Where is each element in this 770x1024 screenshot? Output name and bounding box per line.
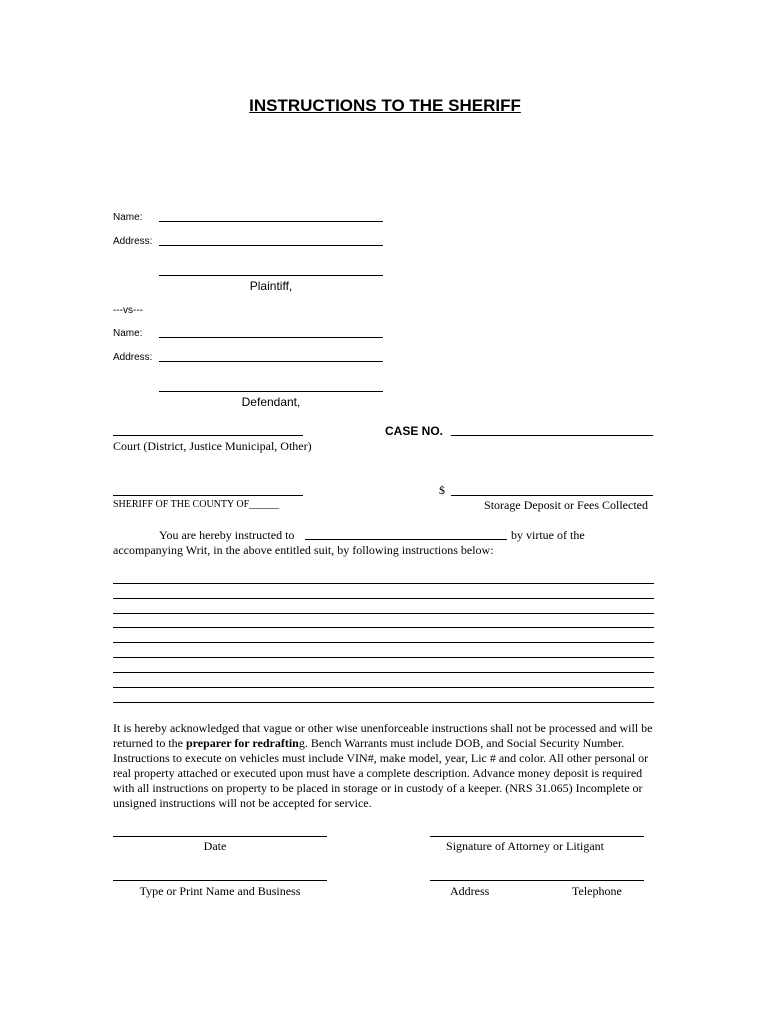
defendant-role-label: Defendant,: [241, 395, 301, 409]
case-no-field[interactable]: [451, 435, 653, 436]
instruction-line[interactable]: [113, 598, 654, 599]
instruction-line[interactable]: [113, 613, 654, 614]
instruction-prefix: You are hereby instructed to: [159, 528, 295, 542]
plaintiff-role-label: Plaintiff,: [249, 279, 293, 293]
court-field[interactable]: [113, 435, 303, 436]
defendant-address-field[interactable]: [159, 361, 383, 362]
instruction-line2: accompanying Writ, in the above entitled suit, by following instructions below:: [113, 543, 494, 557]
address-label: Address: [450, 884, 490, 898]
instruction-line[interactable]: [113, 642, 654, 643]
date-field[interactable]: [113, 836, 327, 837]
acknowledgement-part2: g. Bench Warrants must include DOB, and Social Security Number. Instructions to execute on vehicles must include VIN#, make model, year, Lic # and color. All other personal or real property attached or executed upon must have a complete description. Advance money deposit is required with all instructions on property to be placed in storage or in custody of a keeper. (NRS 31.065) Incomplete or unsigned instructions will not be accepted for service.: [113, 736, 649, 810]
name-business-field[interactable]: [113, 880, 327, 881]
sheriff-county-label: SHERIFF OF THE COUNTY OF______: [113, 499, 280, 510]
instruction-line[interactable]: [113, 627, 654, 628]
signature-field[interactable]: [430, 836, 644, 837]
sheriff-county-line: [113, 495, 303, 496]
defendant-name-label: Name:: [113, 328, 143, 339]
plaintiff-address-line2-field[interactable]: [159, 275, 383, 276]
acknowledgement-bold: preparer for redraftin: [185, 736, 299, 750]
court-caption: Court (District, Justice Municipal, Other): [113, 439, 312, 453]
signature-label: Signature of Attorney or Litigant: [446, 839, 604, 853]
page-title: INSTRUCTIONS TO THE SHERIFF: [249, 96, 521, 115]
versus-label: ---vs---: [113, 305, 143, 316]
instruction-line[interactable]: [113, 672, 654, 673]
plaintiff-address-field[interactable]: [159, 245, 383, 246]
defendant-address-line2-field[interactable]: [159, 391, 383, 392]
case-no-label: CASE NO.: [385, 424, 444, 438]
instruction-line[interactable]: [113, 657, 654, 658]
name-business-label: Type or Print Name and Business: [139, 884, 301, 898]
instruction-line[interactable]: [113, 583, 654, 584]
dollar-sign: $: [439, 483, 445, 497]
instruction-action-field[interactable]: [305, 539, 507, 540]
acknowledgement-part1: It is hereby acknowledged that vague or other wise unenforceable instructions shall not be processed and will be returned to the: [113, 721, 653, 750]
plaintiff-address-label: Address:: [113, 236, 153, 247]
instruction-line[interactable]: [113, 687, 654, 688]
date-label: Date: [203, 839, 227, 853]
plaintiff-name-label: Name:: [113, 212, 143, 223]
instruction-suffix: by virtue of the: [511, 528, 585, 542]
acknowledgement-paragraph: [113, 721, 658, 811]
instruction-line[interactable]: [113, 702, 654, 703]
plaintiff-name-field[interactable]: [159, 221, 383, 222]
storage-deposit-label: Storage Deposit or Fees Collected: [484, 498, 648, 512]
defendant-address-label: Address:: [113, 352, 153, 363]
defendant-name-field[interactable]: [159, 337, 383, 338]
telephone-label: Telephone: [572, 884, 622, 898]
address-telephone-field[interactable]: [430, 880, 644, 881]
storage-deposit-field[interactable]: [451, 495, 653, 496]
